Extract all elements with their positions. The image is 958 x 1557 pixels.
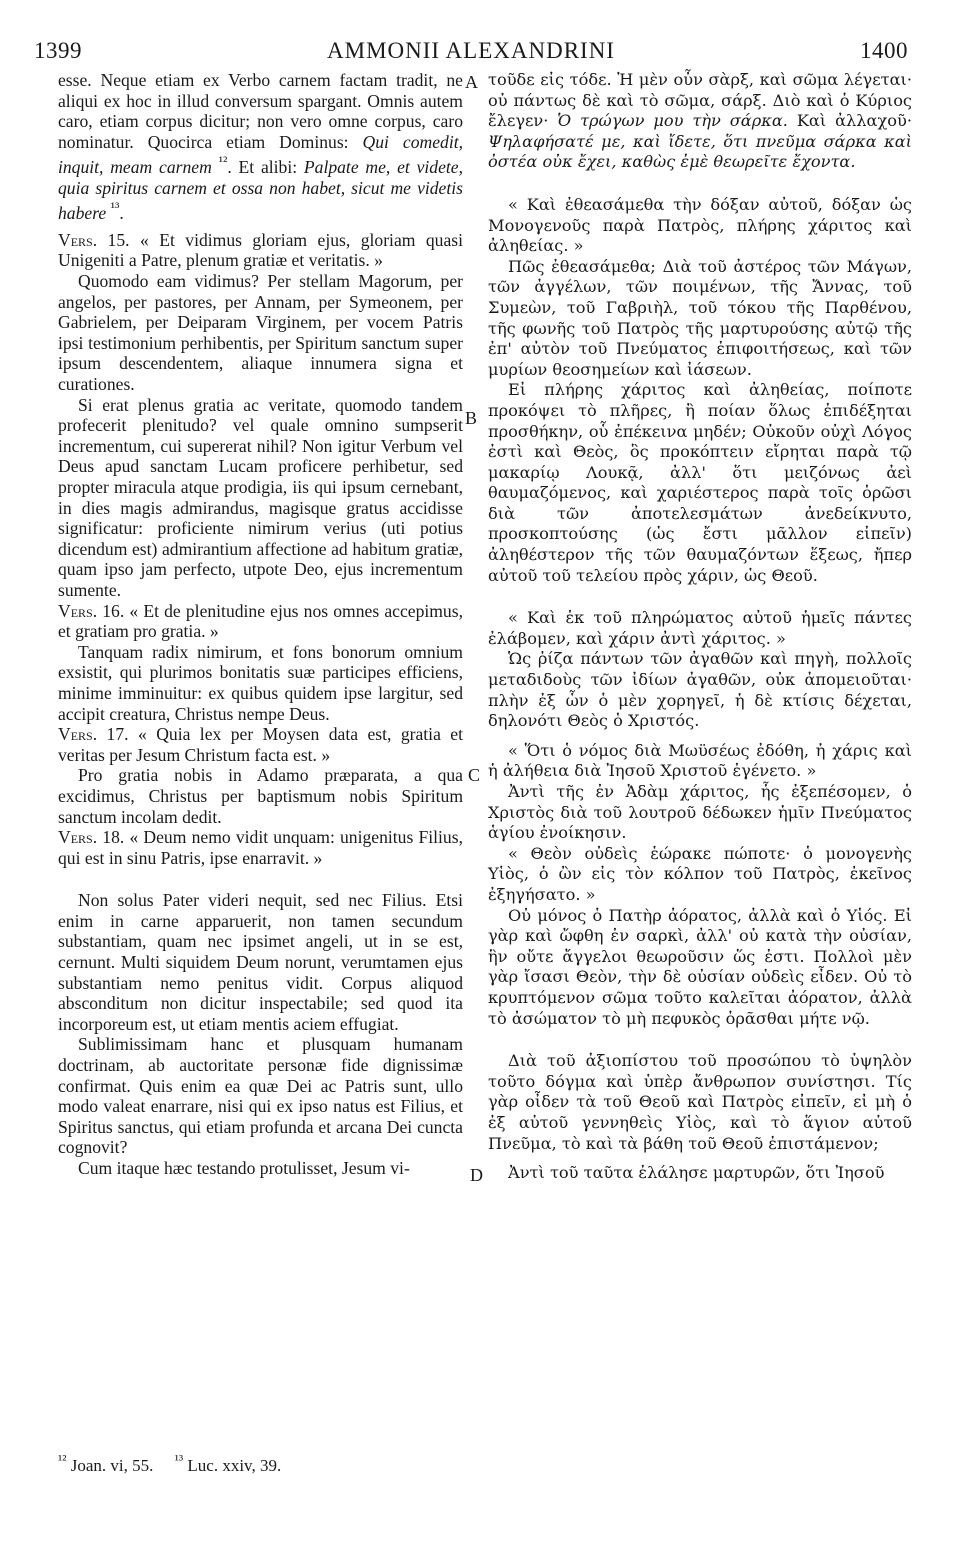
latin-paragraph-2: Quomodo eam vidimus? Per stellam Magorum, per angelos, per pastores, per Annam, per Symeonem, per Gabrielem, per Deiparam Virginem, per vocem Patris ipsi testimonium perhibentis, per Spiritum sanctum super ipsum descendentem, aliaque innumera signa et curationes. [58,271,463,395]
footnote-12: $^{^{12}}$ Joan. vi, 55. [58,1452,154,1475]
latin-paragraph-7: Sublimissimam hanc et plusquam humanam doctrinam, ab auctoritate personæ fide dignissimæ confirmat. Quis enim ea quæ Dei ac Patris sunt, ullo modo valeat enarrare, nisi qui ex ipso natus est Filius, et Spiritus sanctus, qui etiam profunda et arcana Dei cuncta cognovit? [58,1034,463,1158]
greek-paragraph-4: Ὡς ῥίζα πάντων τῶν ἀγαθῶν καὶ πηγὴ, πολλοῖς μεταδιδοὺς τῶν ἰδίων ἀγαθῶν, οὐκ ἀπομειοῦται· πλὴν ἐξ ὧν ὁ μὲν χορηγεῖ, ἡ δὲ κτίσις δέχεται, δηλονότι Θεὸς ὁ Χριστός. [488,649,912,731]
latin-paragraph-3: Si erat plenus gratia ac veritate, quomodo tandem profecerit plenitudo? vel quale omnino sumpserit incrementum, cui supererat nihil? Non igitur Verbum vel Deus apud sanctam Lucam proficere perhibetur, sed propter miracula atque prodigia, iis qui ipsum cernebant, in dies magis admirandus, magisque gratus accidisse significatur: proficiente nimirum verius (uti potius dicendum est) admirantium affectione ad habitum gratiæ, quam ipso jam perfecto, utpote Deo, ejus incrementum sumente. [58,394,463,600]
latin-paragraph-6: Non solus Pater videri nequit, sed nec Filius. Etsi enim in carne apparuerit, non tamen secundum substantiam, quam nec ipsimet angeli, ut in se est, cernunt. Multi siquidem Deum norunt, verumtamen ejus substantiam nemo penitus vidit. Corpus aliquod absconditum non dicitur inspectabile; sed quod ita incorporeum est, ut etiam mentis aciem effugiat. [58,890,463,1034]
greek-paragraph-5: Ἀντὶ τῆς ἐν Ἀδὰμ χάριτος, ἧς ἐξεπέσομεν, ὁ Χριστὸς διὰ τοῦ λουτροῦ δέδωκεν ἡμῖν Πνεύματος ἁγίου ἐνοίκησιν. [488,782,912,843]
latin-column [58,70,463,1179]
margin-letter-d: D [470,1165,483,1185]
page-number-right: 1400 [860,38,908,63]
latin-verse-15: Vers. 15. « Et vidimus gloriam ejus, gloriam quasi Unigeniti a Patre, plenum gratiæ et veritatis. » [58,229,464,271]
greek-verse-16: « Καὶ ἐκ τοῦ πληρώματος αὐτοῦ ἡμεῖς πάντες ἐλάβομεν, καὶ χάριν ἀντὶ χάριτος. » [488,608,912,648]
greek-verse-18: « Θεὸν οὐδεὶς ἑώρακε πώποτε· ὁ μονογενὴς Υἱὸς, ὁ ὢν εἰς τὸν κόλπον τοῦ Πατρὸς, ἐκεῖνος ἐξηγήσατο. » [488,843,912,904]
greek-paragraph-6: Οὐ μόνος ὁ Πατὴρ ἀόρατος, ἀλλὰ καὶ ὁ Υἱός. Εἰ γὰρ καὶ ὤφθη ἐν σαρκὶ, ἀλλ' οὐ κατὰ τὴν οὐσίαν, ἣν οὔτε ἄγγελοι θεωροῦσιν ὥς ἐστι. Πολλοὶ μὲν γὰρ ἴσασι Θεὸν, τὴν δὲ οὐσίαν οὐδεὶς εἶδεν. Οὐ τὸ κρυπτόμενον σῶμα τοῦτο καλεῖται ἀόρατον, ἀλλὰ τὸ ἀσώματον τὸ μὴ πεφυκὸς ὁρᾶσθαι μήτε νῷ. [488,905,912,1028]
verse-label: Vers. 18. [58,827,125,848]
margin-letter-a: A [465,72,478,92]
margin-letter-c: C [468,765,481,785]
latin-paragraph-1: esse. Neque etiam ex Verbo carnem factam tradit, ne aliqui ex hoc in illud conversum spargant. Omnis autem caro, etiam corpus dicitur; non vero omne corpus, caro nominatur. Quocirca etiam Dominus: Qui comedit, inquit, meam carnem $^{^{12}}$. Et alibi: Palpate me, et videte, quia spiritus carnem et ossa non habet, sicut me videtis habere $^{^{13}}$. [58,70,463,224]
latin-verse-17: Vers. 17. « Quia lex per Moysen data est, gratia et veritas per Jesum Christum facta est. » [58,724,463,765]
greek-paragraph-1: τοῦδε εἰς τόδε. Ἡ μὲν οὖν σὰρξ, καὶ σῶμα λέγεται· οὐ πάντως δὲ καὶ τὸ σῶμα, σάρξ. Διὸ καὶ ὁ Κύριος ἔλεγεν· Ὁ τρώγων μου τὴν σάρκα. Καὶ ἀλλαχοῦ· Ψηλαφήσατέ με, καὶ ἴδετε, ὅτι πνεῦμα σάρκα καὶ ὀστέα οὐκ ἔχει, καθὼς ἐμὲ θεωρεῖτε ἔχοντα. [488,70,912,172]
latin-paragraph-8: Cum itaque hæc testando protulisset, Jesum vi- [78,1158,410,1178]
footnote-13: $^{^{13}}$ Luc. xxiv, 39. [174,1452,282,1475]
latin-paragraph-4: Tanquam radix nimirum, et fons bonorum omnium exsistit, qui plurimos bonitatis suæ participes efficiens, minime imminuitur: ex quibus quidem ipse largitur, sed accipit creatura, Christus nempe Deus. [58,641,463,724]
latin-verse-16: Vers. 16. « Et de plenitudine ejus nos omnes accepimus, et gratiam pro gratia. » [58,600,463,642]
running-title: AMMONII ALEXANDRINI [327,38,615,63]
latin-verse-18: Vers. 18. « Deum nemo vidit unquam: unigenitus Filius, qui est in sinu Patris, ipse enarravit. » [58,827,463,868]
footnotes [58,1452,281,1476]
margin-letter-b: B [465,408,478,428]
verse-label: Vers. 17. [58,724,129,745]
latin-paragraph-5: Pro gratia nobis in Adamo præparata, a qua excidimus, Christus per baptismum nobis Spiritum sanctum incolam dedit. [58,765,463,827]
verse-label: Vers. 15. [58,229,130,250]
greek-column [488,70,912,1184]
page-number-left: 1399 [34,38,82,63]
verse-label: Vers. 16. [58,600,125,621]
greek-paragraph-7: Διὰ τοῦ ἀξιοπίστου τοῦ προσώπου τὸ ὑψηλὸν τοῦτο δόγμα καὶ ὑπὲρ ἄνθρωπον συνίστησι. Τίς γὰρ οἶδεν τὰ τοῦ Θεοῦ καὶ Πατρὸς εἰπεῖν, εἰ μὴ ὁ ἐξ αὐτοῦ γεννηθεὶς Υἱὸς, καὶ τὸ ἅγιον αὐτοῦ Πνεῦμα, τὸ καὶ τὰ βάθη τοῦ Θεοῦ ἐπιστάμενον; [488,1051,912,1153]
greek-paragraph-3: Εἰ πλήρης χάριτος καὶ ἀληθείας, ποίποτε προκόψει τὸ πλῆρες, ἢ ποίαν ὅλως ἐπιδέξηται προσθήκην, οὗ ἐπέκεινα μηδέν; Οὐκοῦν οὐχὶ Λόγος ἐστὶ καὶ Θεὸς, ὃς προκόπτειν εἴρηται παρὰ τῷ μακαρίῳ Λουκᾷ, ἀλλ' ὅτι μειζόνως ἀεὶ θαυμαζόμενος, καὶ χαριέστερος παρὰ τοῖς ὁρῶσι διὰ τῶν ἀποτελεσμάτων ἀνεδείκνυτο, προσκοπτούσης (ὡς ἔστι μᾶλλον εἰπεῖν) ἀληθέστερον τῆς τῶν θαυμαζόντων ἕξεως, ἤπερ αὐτοῦ τοῦ τελείου πρὸς χάριν, ὡς Θεοῦ. [488,380,912,585]
greek-paragraph-2: Πῶς ἐθεασάμεθα; Διὰ τοῦ ἀστέρος τῶν Μάγων, τῶν ἀγγέλων, τῶν ποιμένων, τῆς Ἄννας, τοῦ Συμεὼν, τοῦ Γαβριὴλ, τοῦ τόκου τῆς Παρθένου, τῆς φωνῆς τοῦ Πατρὸς τῆς μαρτυρούσης αὐτῷ τῆς ἐπ' αὐτὸν τοῦ Πνεύματος ἐπιφοιτήσεως, καὶ τῶν μυρίων θεοσημείων καὶ ἰάσεων. [488,256,912,379]
page-header [34,38,908,68]
greek-verse-15: « Καὶ ἐθεασάμεθα τὴν δόξαν αὐτοῦ, δόξαν ὡς Μονογενοῦς παρὰ Πατρὸς, πλήρης χάριτος καὶ ἀληθείας. » [488,194,912,256]
greek-verse-17: « Ὅτι ὁ νόμος διὰ Μωϋσέως ἐδόθη, ἡ χάρις καὶ ἡ ἀλήθεια διὰ Ἰησοῦ Χριστοῦ ἐγένετο. » [488,740,912,781]
greek-paragraph-8: Ἀντὶ τοῦ ταῦτα ἐλάλησε μαρτυρῶν, ὅτι Ἰησοῦ [508,1163,885,1183]
